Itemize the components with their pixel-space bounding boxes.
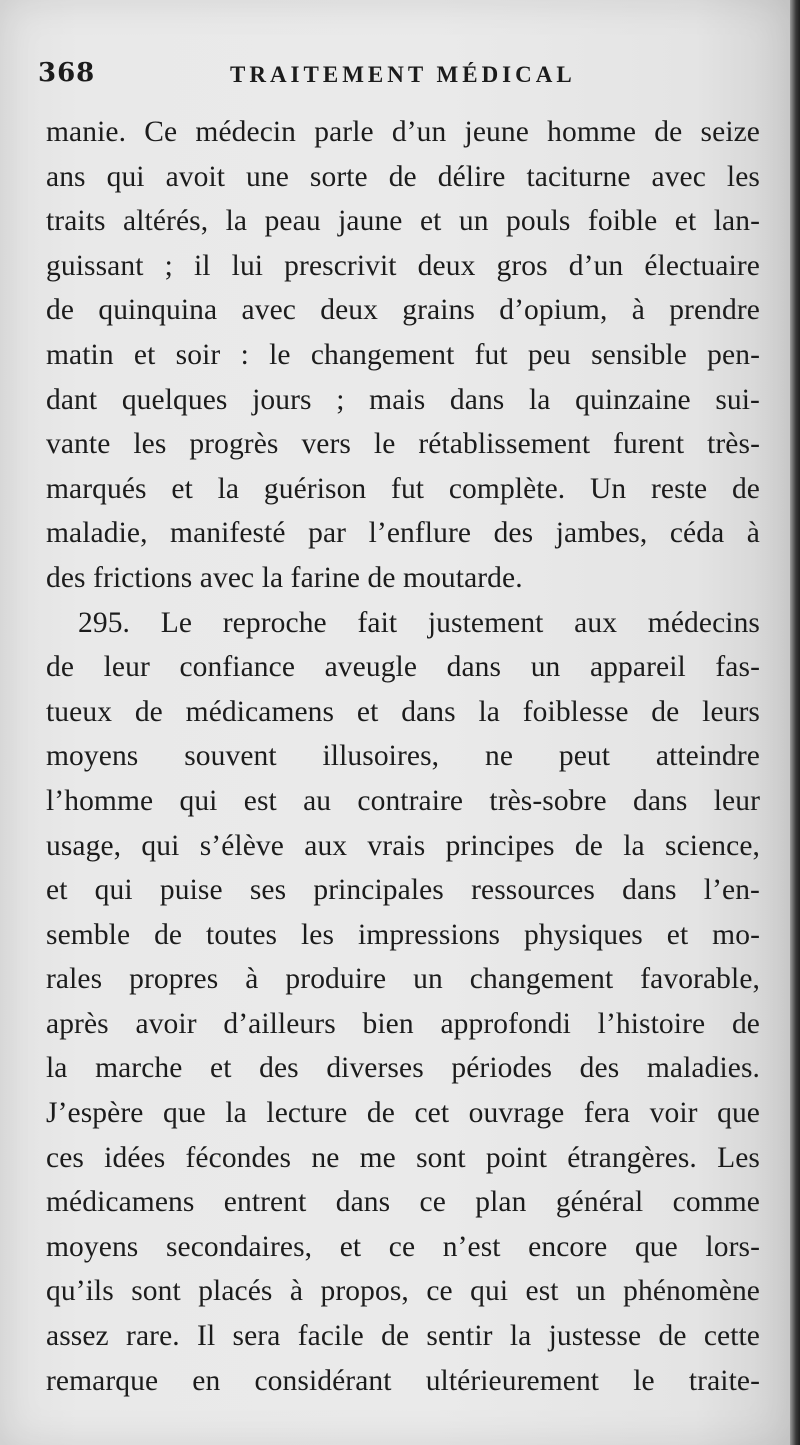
page-number: 368 — [38, 58, 96, 88]
text-line: tueux de médicamens et dans la foiblesse de leurs — [46, 695, 760, 728]
text-line: manie. Ce médecin parle d’un jeune homme de seize — [46, 116, 760, 148]
text-line: assez rare. Il sera facile de sentir la justesse de cette — [46, 1320, 760, 1353]
text-line: de quinquina avec deux grains d’opium, à prendre — [46, 294, 760, 327]
text-line: moyens secondaires, et ce n’est encore que lors- — [46, 1230, 760, 1263]
text-line: guissant ; il lui prescrivit deux gros d’un électuaire — [46, 249, 760, 282]
text-line: usage, qui s’élève aux vrais principes de la science, — [46, 829, 760, 862]
text-line: J’espère que la lecture de cet ouvrage fera voir que — [46, 1097, 760, 1130]
text-line: ces idées fécondes ne me sont point étrangères. Les — [46, 1141, 760, 1174]
text-line: vante les progrès vers le rétablissement furent très- — [46, 428, 760, 461]
text-line: après avoir d’ailleurs bien approfondi l’histoire de — [46, 1007, 760, 1040]
running-head — [38, 58, 598, 98]
text-line: ans qui avoit une sorte de délire taciturne avec les — [46, 160, 760, 193]
body-text — [46, 110, 760, 1403]
text-line: moyens souvent illusoires, ne peut atteindre — [46, 740, 760, 773]
text-line: matin et soir : le changement fut peu sensible pen- — [46, 338, 760, 371]
text-line: l’homme qui est au contraire très-sobre dans leur — [46, 784, 760, 817]
text-line: semble de toutes les impressions physiques et mo- — [46, 918, 760, 951]
text-line: dant quelques jours ; mais dans la quinzaine sui- — [46, 383, 760, 416]
text-line: marqués et la guérison fut complète. Un reste de — [46, 472, 760, 505]
text-line: médicamens entrent dans ce plan général comme — [46, 1186, 760, 1219]
text-line: rales propres à produire un changement favorable, — [46, 963, 760, 996]
paragraph-start-line: 295. Le reproche fait justement aux médecins — [78, 606, 760, 639]
running-title: TRAITEMENT MÉDICAL — [230, 62, 576, 87]
book-spine-edge — [790, 0, 800, 1445]
text-line: traits altérés, la peau jaune et un pouls foible et lan- — [46, 205, 760, 238]
text-line: remarque en considérant ultérieurement le traite- — [46, 1364, 760, 1397]
paragraph-end-line: des frictions avec la farine de moutarde. — [46, 561, 523, 594]
text-line: maladie, manifesté par l’enflure des jambes, céda à — [46, 517, 760, 550]
text-line: qu’ils sont placés à propos, ce qui est un phénomène — [46, 1275, 760, 1308]
text-line: et qui puise ses principales ressources dans l’en- — [46, 874, 760, 907]
text-line: de leur confiance aveugle dans un appareil fas- — [46, 651, 760, 684]
text-line: la marche et des diverses périodes des maladies. — [46, 1052, 760, 1085]
